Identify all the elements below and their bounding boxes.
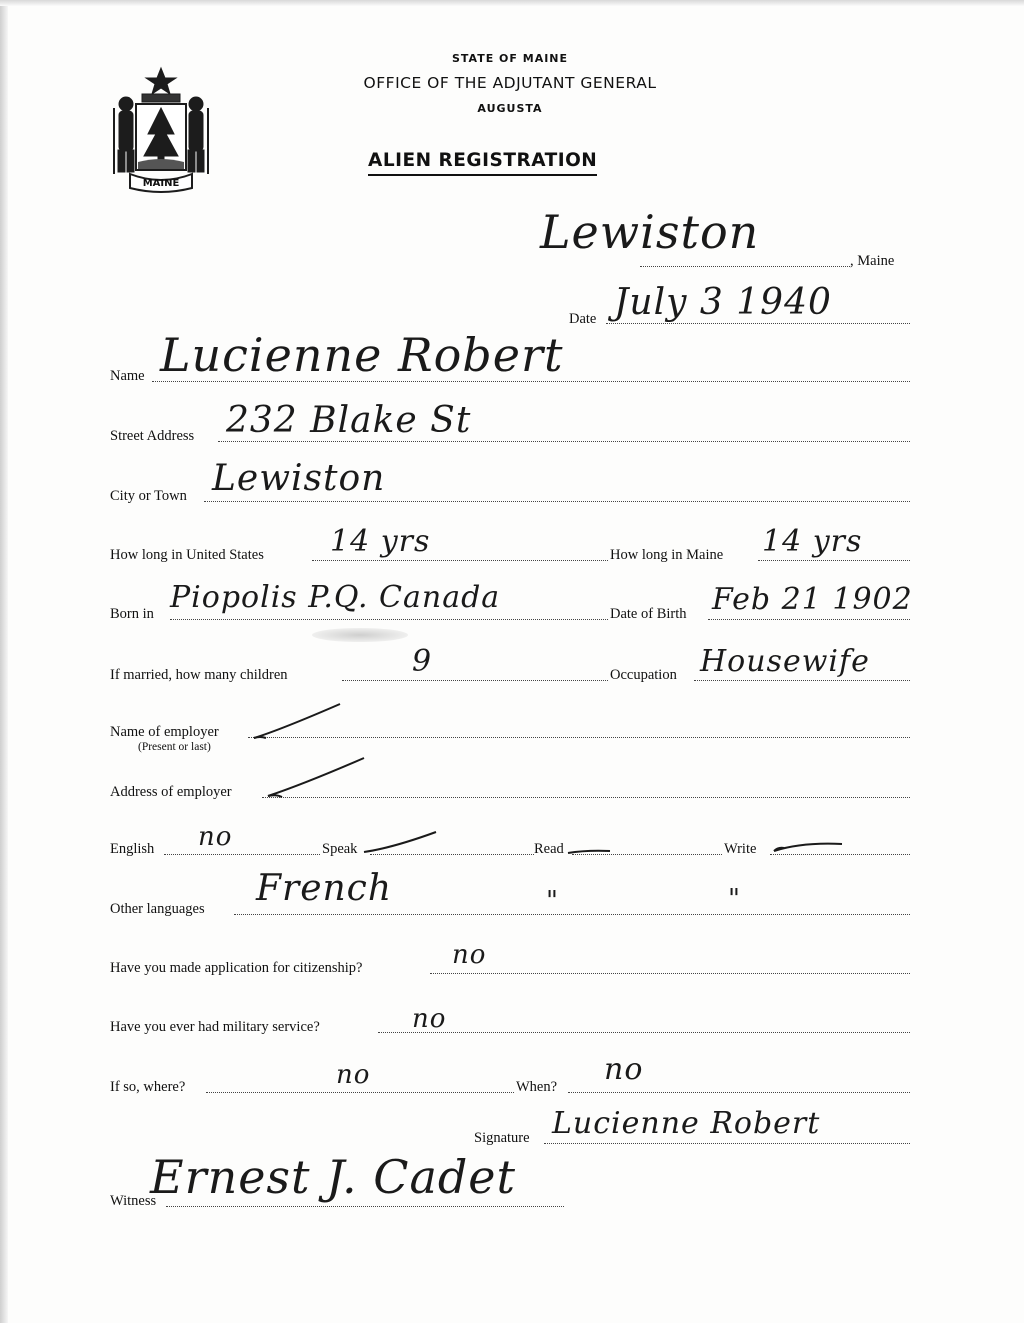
date-of-birth-label: Date of Birth: [610, 606, 687, 622]
military-dotted-line: [378, 1032, 910, 1033]
maine-suffix: , Maine: [850, 253, 895, 269]
date-value: July 3 1940: [614, 282, 832, 323]
state-heading: STATE OF MAINE: [451, 52, 569, 65]
where-label: If so, where?: [110, 1079, 186, 1095]
employer-name-dash-mark: [250, 700, 350, 745]
english-label: English: [110, 841, 155, 857]
street-address-value: 232 Blake St: [226, 400, 472, 441]
other-languages-value: French: [256, 868, 393, 909]
military-label: Have you ever had military service?: [110, 1019, 320, 1035]
citizenship-dotted-line: [430, 973, 910, 974]
name-label: Name: [110, 368, 145, 384]
other-languages-ditto-1: ": [546, 886, 559, 916]
employer-address-label: Address of employer: [110, 784, 232, 800]
english-value: no: [198, 822, 233, 852]
how-long-us-dotted-line: [312, 560, 608, 561]
city-or-town-label: City or Town: [110, 488, 187, 504]
children-dotted-line: [342, 680, 608, 681]
signature-dotted-line: [544, 1143, 910, 1144]
signature-value: Lucienne Robert: [552, 1106, 821, 1141]
date-dotted-line: [606, 323, 910, 324]
how-long-maine-value: 14 yrs: [762, 524, 863, 559]
when-dotted-line: [568, 1092, 910, 1093]
town-value: Lewiston: [540, 205, 760, 259]
read-dash-mark: [566, 842, 616, 858]
how-long-us-value: 14 yrs: [330, 524, 431, 559]
witness-dotted-line: [166, 1206, 564, 1207]
signature-label: Signature: [474, 1130, 530, 1146]
witness-value: Ernest J. Cadet: [150, 1150, 517, 1204]
children-label: If married, how many children: [110, 667, 288, 683]
date-label: Date: [569, 311, 597, 327]
where-dotted-line: [206, 1092, 514, 1093]
citizenship-label: Have you made application for citizenship?: [110, 960, 363, 976]
how-long-maine-label: How long in Maine: [610, 547, 724, 563]
born-in-dotted-line: [170, 619, 608, 620]
date-of-birth-dotted-line: [708, 619, 910, 620]
ink-smudge: [312, 628, 408, 642]
city-heading: AUGUSTA: [477, 102, 543, 115]
military-value: no: [412, 1004, 447, 1034]
city-or-town-dotted-line: [204, 501, 910, 502]
speak-dash-mark: [362, 828, 442, 856]
how-long-us-label: How long in United States: [110, 547, 264, 563]
other-languages-ditto-2: ": [728, 884, 741, 914]
name-value: Lucienne Robert: [160, 328, 564, 382]
occupation-value: Housewife: [700, 644, 870, 679]
employer-address-dash-mark: [264, 754, 374, 804]
speak-label: Speak: [322, 841, 358, 857]
town-dotted-line: [640, 266, 850, 267]
street-address-label: Street Address: [110, 428, 195, 444]
children-value: 9: [412, 644, 433, 679]
other-languages-dotted-line: [234, 914, 910, 915]
form-title: ALIEN REGISTRATION: [368, 150, 597, 176]
employer-name-sublabel: (Present or last): [138, 741, 211, 753]
occupation-dotted-line: [694, 680, 910, 681]
born-in-label: Born in: [110, 606, 154, 622]
read-label: Read: [534, 841, 564, 857]
page-edge-shadow: [0, 0, 8, 1323]
born-in-value: Piopolis P.Q. Canada: [170, 580, 501, 615]
street-address-dotted-line: [218, 441, 910, 442]
where-value: no: [336, 1060, 371, 1090]
write-label: Write: [724, 841, 757, 857]
maine-state-seal-icon: [108, 64, 214, 194]
date-of-birth-value: Feb 21 1902: [712, 582, 913, 617]
city-or-town-value: Lewiston: [212, 458, 386, 499]
when-label: When?: [516, 1079, 558, 1095]
seal-banner-text: MAINE: [142, 178, 180, 189]
write-dash-mark: [772, 838, 848, 858]
witness-label: Witness: [110, 1193, 157, 1209]
employer-name-label: Name of employer: [110, 724, 219, 740]
page-edge-top-shadow: [0, 0, 1024, 6]
office-heading: OFFICE OF THE ADJUTANT GENERAL: [363, 74, 657, 92]
how-long-maine-dotted-line: [758, 560, 910, 561]
other-languages-label: Other languages: [110, 901, 205, 917]
citizenship-value: no: [452, 940, 487, 970]
english-dotted-line: [164, 854, 320, 855]
occupation-label: Occupation: [610, 667, 677, 683]
when-value: no: [604, 1052, 644, 1087]
